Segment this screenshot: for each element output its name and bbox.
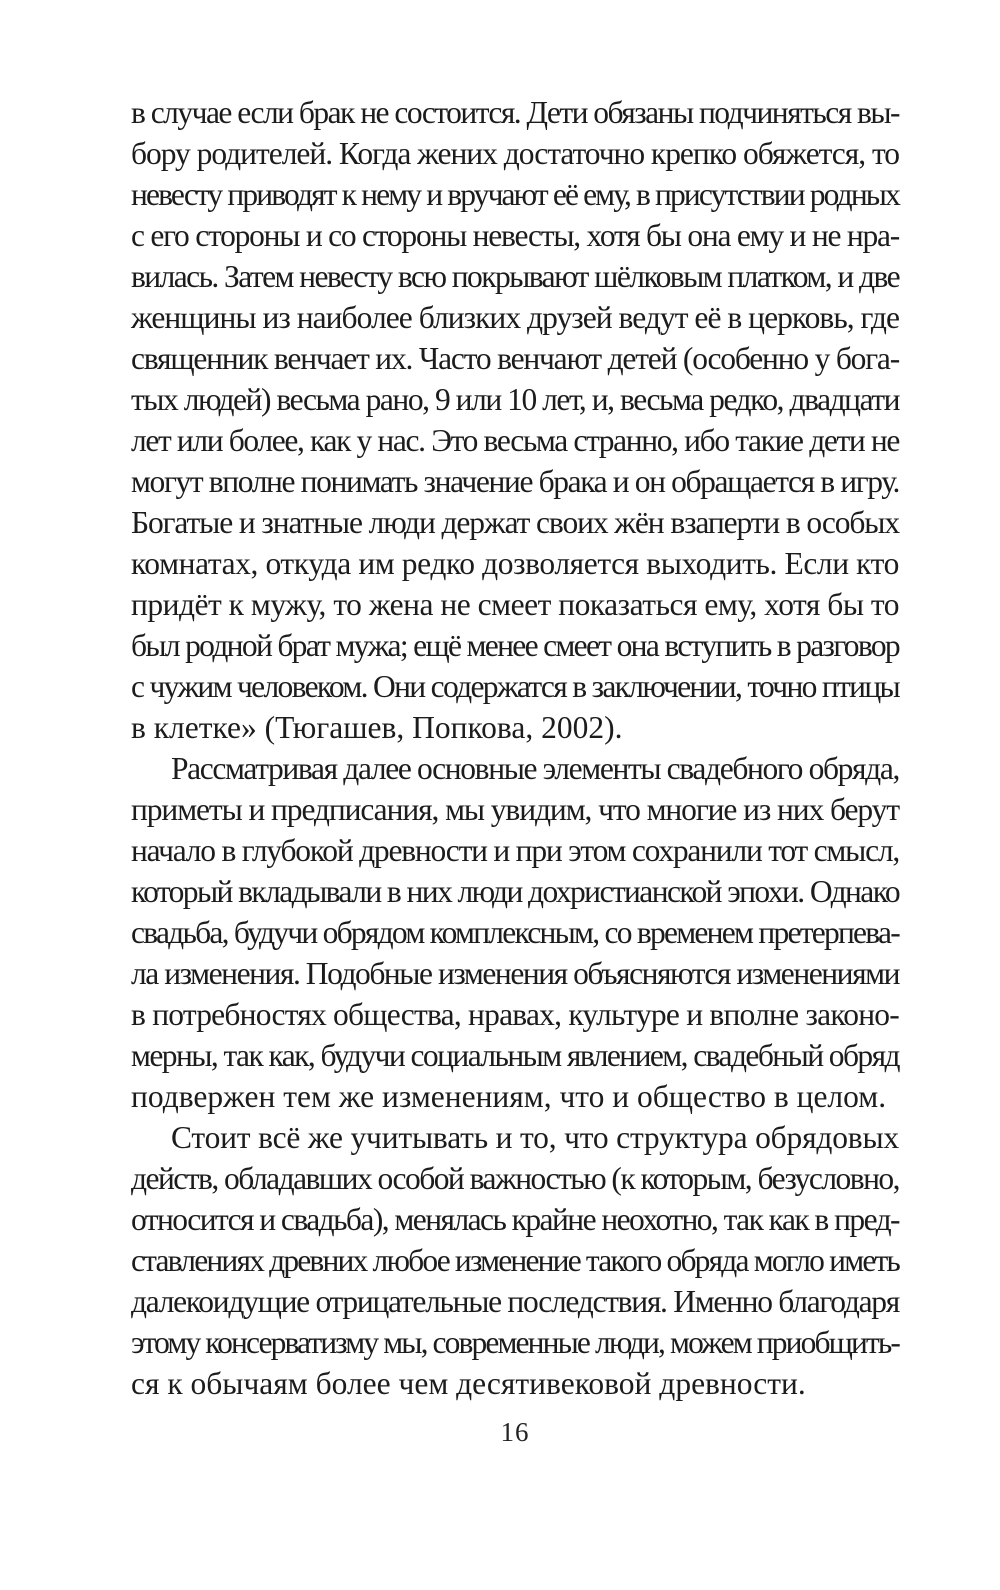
text-line: в случае если брак не состоится. Дети обязаны подчиняться вы- [131, 95, 899, 130]
text-line: придёт к мужу, то жена не смеет показаться ему, хотя бы то [131, 587, 899, 622]
text-line: с чужим человеком. Они содержатся в заключении, точно птицы [131, 669, 899, 704]
text-line: в потребностях общества, нравах, культуре и вполне законо- [131, 997, 899, 1032]
text-line: ла изменения. Подобные изменения объясняются изменениями [131, 956, 899, 991]
paragraph-2 [131, 748, 899, 1117]
text-line: был родной брат мужа; ещё менее смеет она вступить в разговор [131, 628, 899, 663]
text-line: приметы и предписания, мы увидим, что многие из них берут [131, 792, 899, 827]
body-text [131, 92, 899, 1404]
text-line: могут вполне понимать значение брака и он обращается в игру. [131, 464, 899, 499]
text-line: Рассматривая далее основные элементы свадебного обряда, [171, 751, 899, 786]
text-line: мерны, так как, будучи социальным явлением, свадебный обряд [131, 1038, 899, 1073]
text-line: этому консерватизму мы, современные люди, можем приобщить- [131, 1325, 899, 1360]
text-line: далекоидущие отрицательные последствия. Именно благодаря [131, 1284, 899, 1319]
text-line: действ, обладавших особой важностью (к которым, безусловно, [131, 1161, 899, 1196]
text-line: с его стороны и со стороны невесты, хотя бы она ему и не нра- [131, 218, 899, 253]
text-line: женщины из наиболее близких друзей ведут её в церковь, где [131, 300, 899, 335]
text-line: в клетке» (Тюгашев, Попкова, 2002). [131, 710, 623, 745]
text-line: невесту приводят к нему и вручают её ему, в присутствии родных [131, 177, 899, 212]
text-line: Стоит всё же учитывать и то, что структура обрядовых [171, 1120, 899, 1155]
text-line: начало в глубокой древности и при этом сохранили тот смысл, [131, 833, 899, 868]
text-line: ся к обычаям более чем десятивековой древности. [131, 1366, 806, 1401]
text-line: тых людей) весьма рано, 9 или 10 лет, и, весьма редко, двадцати [131, 382, 899, 417]
paragraph-1 [131, 92, 899, 748]
page-number: 16 [500, 1417, 530, 1447]
text-line: который вкладывали в них люди дохристианской эпохи. Однако [131, 874, 899, 909]
text-line: лет или более, как у нас. Это весьма странно, ибо такие дети не [131, 423, 899, 458]
text-line: относится и свадьба), менялась крайне неохотно, так как в пред- [131, 1202, 899, 1237]
text-line: свадьба, будучи обрядом комплексным, со временем претерпева- [131, 915, 899, 950]
text-line: священник венчает их. Часто венчают детей (особенно у бога- [131, 341, 899, 376]
paragraph-3 [131, 1117, 899, 1404]
text-line: вилась. Затем невесту всю покрывают шёлковым платком, и две [131, 259, 899, 294]
text-line: Богатые и знатные люди держат своих жён взаперти в особых [131, 505, 899, 540]
text-line: подвержен тем же изменениям, что и общество в целом. [131, 1079, 887, 1114]
text-line: комнатах, откуда им редко дозволяется выходить. Если кто [131, 546, 899, 581]
text-line: ставлениях древних любое изменение такого обряда могло иметь [131, 1243, 899, 1278]
text-line: бору родителей. Когда жених достаточно крепко обяжется, то [131, 136, 899, 171]
